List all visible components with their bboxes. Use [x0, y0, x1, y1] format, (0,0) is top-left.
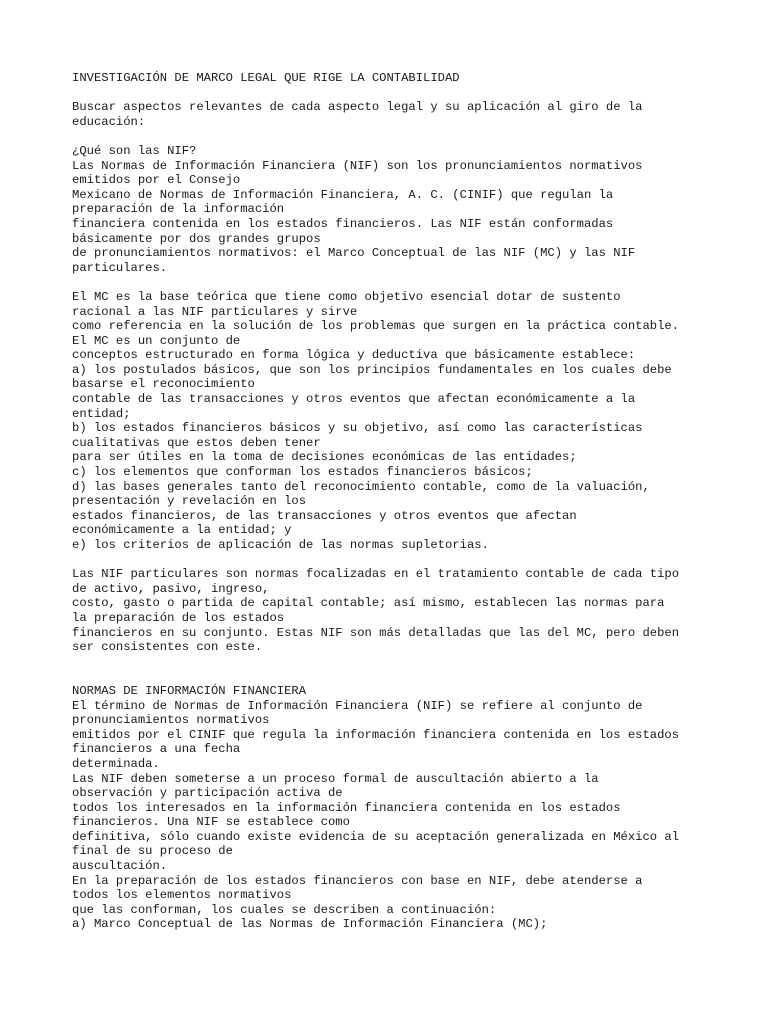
- text-line: que las conforman, los cuales se describen a continuación:: [72, 902, 497, 917]
- document-page: [72, 71, 712, 932]
- text-line: observación y participación activa de: [72, 786, 343, 801]
- text-line: emitidos por el Consejo: [72, 173, 241, 188]
- text-line: ser consistentes con este.: [72, 640, 263, 655]
- text-line: El MC es un conjunto de: [72, 333, 241, 348]
- text-line: final de su proceso de: [72, 844, 233, 859]
- text-line: todos los interesados en la información financiera contenida en los estados: [72, 800, 621, 815]
- text-line: preparación de la información: [72, 202, 285, 217]
- text-line: Las NIF particulares son normas focalizadas en el tratamiento contable de cada tipo: [72, 567, 680, 582]
- text-line: a) los postulados básicos, que son los principios fundamentales en los cuales debe: [72, 362, 672, 377]
- text-line: presentación y revelación en los: [72, 494, 307, 509]
- text-line: entidad;: [72, 406, 131, 421]
- blank-line: [72, 275, 712, 290]
- text-line: a) Marco Conceptual de las Normas de Información Financiera (MC);: [72, 917, 548, 932]
- text-line: ¿Qué son las NIF?: [72, 143, 197, 158]
- text-line: b) los estados financieros básicos y su objetivo, así como las características: [72, 421, 643, 436]
- text-line: particulares.: [72, 260, 168, 275]
- text-line: la preparación de los estados: [72, 610, 285, 625]
- text-line: educación:: [72, 114, 146, 129]
- blank-line: [72, 129, 712, 144]
- text-line: todos los elementos normativos: [72, 888, 292, 903]
- text-line: El MC es la base teórica que tiene como objetivo esencial dotar de sustento: [72, 289, 621, 304]
- text-line: básicamente por dos grandes grupos: [72, 231, 321, 246]
- text-line: financiera contenida en los estados financieros. Las NIF están conformadas: [72, 216, 614, 231]
- text-line: El término de Normas de Información Financiera (NIF) se refiere al conjunto de: [72, 698, 643, 713]
- text-line: definitiva, sólo cuando existe evidencia de su aceptación generalizada en México al: [72, 829, 680, 844]
- text-line: estados financieros, de las transacciones y otros eventos que afectan: [72, 508, 577, 523]
- text-line: auscultación.: [72, 859, 168, 874]
- text-line: c) los elementos que conforman los estados financieros básicos;: [72, 465, 533, 480]
- text-line: Mexicano de Normas de Información Financiera, A. C. (CINIF) que regulan la: [72, 187, 614, 202]
- text-line: como referencia en la solución de los problemas que surgen en la práctica contable.: [72, 319, 680, 334]
- text-line: financieros. Una NIF se establece como: [72, 815, 350, 830]
- text-line: emitidos por el CINIF que regula la información financiera contenida en los estados: [72, 727, 680, 742]
- blank-line: [72, 86, 712, 101]
- text-line: económicamente a la entidad; y: [72, 523, 292, 538]
- text-line: cualitativas que estos deben tener: [72, 435, 321, 450]
- text-line: Las NIF deben someterse a un proceso formal de auscultación abierto a la: [72, 771, 599, 786]
- text-line: costo, gasto o partida de capital contable; así mismo, establecen las normas para: [72, 596, 665, 611]
- text-line: INVESTIGACIÓN DE MARCO LEGAL QUE RIGE LA CONTABILIDAD: [72, 71, 460, 85]
- text-line: Las Normas de Información Financiera (NIF) son los pronunciamientos normativos: [72, 158, 643, 173]
- text-line: financieros en su conjunto. Estas NIF son más detalladas que las del MC, pero deben: [72, 625, 680, 640]
- blank-line: [72, 553, 712, 568]
- text-line: conceptos estructurado en forma lógica y deductiva que básicamente establece:: [72, 348, 636, 363]
- text-line: financieros a una fecha: [72, 742, 241, 757]
- text-line: racional a las NIF particulares y sirve: [72, 304, 358, 319]
- text-line: NORMAS DE INFORMACIÓN FINANCIERA: [72, 683, 307, 698]
- text-line: para ser útiles en la toma de decisiones económicas de las entidades;: [72, 450, 577, 465]
- text-line: basarse el reconocimiento: [72, 377, 255, 392]
- text-line: de activo, pasivo, ingreso,: [72, 581, 270, 596]
- text-line: Buscar aspectos relevantes de cada aspecto legal y su aplicación al giro de la: [72, 100, 643, 115]
- text-line: En la preparación de los estados financieros con base en NIF, debe atenderse a: [72, 873, 643, 888]
- blank-line: [72, 655, 712, 670]
- text-line: d) las bases generales tanto del reconocimiento contable, como de la valuación,: [72, 479, 650, 494]
- blank-line: [72, 669, 712, 684]
- text-line: contable de las transacciones y otros eventos que afectan económicamente a la: [72, 392, 636, 407]
- text-line: e) los criterios de aplicación de las normas supletorias.: [72, 538, 489, 552]
- text-line: de pronunciamientos normativos: el Marco Conceptual de las NIF (MC) y las NIF: [72, 246, 636, 261]
- text-line: determinada.: [72, 756, 160, 771]
- text-line: pronunciamientos normativos: [72, 713, 270, 728]
